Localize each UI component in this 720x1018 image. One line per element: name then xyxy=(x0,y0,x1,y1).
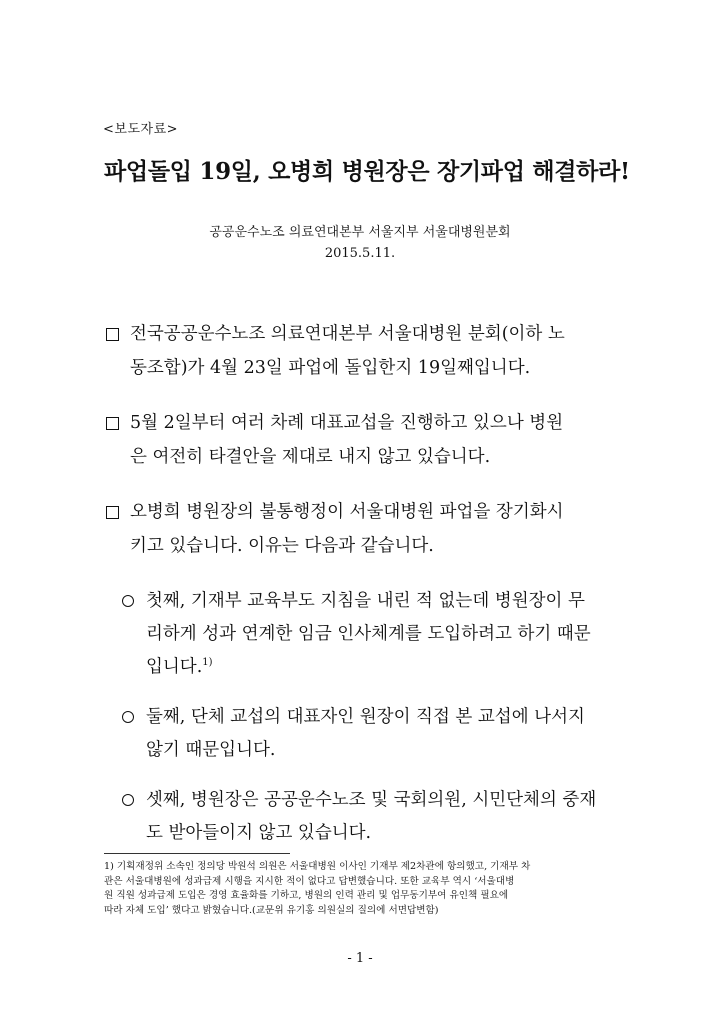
footnote-reference[interactable]: 1) xyxy=(202,657,213,669)
subitem-line: 셋째, 병원장은 공공운수노조 및 국회의원, 시민단체의 중재 xyxy=(146,790,597,810)
checkbox-square-icon xyxy=(106,417,119,430)
footnote xyxy=(104,860,624,918)
checkbox-square-icon xyxy=(106,328,119,341)
footnote-line: 따라 자체 도입’ 했다고 밝혔습니다.(교문위 유기홍 의원실의 질의에 서면답변함) xyxy=(104,904,439,916)
page-title: 파업돌입 19일, 오병희 병원장은 장기파업 해결하라! xyxy=(104,158,630,185)
item-line: 5월 2일부터 여러 차례 대표교섭을 진행하고 있으나 병원 xyxy=(130,413,564,433)
page-number: - 1 - xyxy=(347,951,373,966)
date-line: 2015.5.11. xyxy=(324,246,396,261)
circle-bullet-icon xyxy=(122,595,134,607)
item-line: 오병희 병원장의 불통행정이 서울대병원 파업을 장기화시 xyxy=(130,502,564,522)
subitem-line: 도 받아들이지 않고 있습니다. xyxy=(146,823,372,843)
footnote-line: 1) 기획재정위 소속인 정의당 박원석 의원은 서울대병원 이사인 기재부 제2차관에 항의했고, 기재부 차 xyxy=(104,861,531,872)
checkbox-square-icon xyxy=(106,506,119,519)
subitem-line: 둘째, 단체 교섭의 대표자인 원장이 직접 본 교섭에 나서지 xyxy=(146,707,585,727)
footnote-line: 관은 서울대병원에 성과급제 시행을 지시한 적이 없다고 답변했습니다. 또한 교육부 역시 ‘서울대병 xyxy=(104,875,515,887)
circle-bullet-icon xyxy=(122,711,134,723)
subitem-line: 리하게 성과 연계한 임금 인사체계를 도입하려고 하기 때문 xyxy=(146,624,591,644)
subitem-text: 입니다. xyxy=(146,657,203,677)
circle-bullet-icon xyxy=(122,794,134,806)
footnote-line: 원 직원 성과급제 도입은 경영 효율화를 기하고, 병원의 인력 관리 및 업무동기부여 유인책 필요에 xyxy=(104,890,509,902)
item-line: 은 여전히 타결안을 제대로 내지 않고 있습니다. xyxy=(130,447,491,467)
item-line: 동조합)가 4월 23일 파업에 돌입한지 19일째입니다. xyxy=(130,358,531,378)
footnote-divider xyxy=(104,853,290,854)
item-line: 키고 있습니다. 이유는 다음과 같습니다. xyxy=(130,536,434,556)
press-release-tag: <보도자료> xyxy=(103,122,179,137)
subitem-line: 첫째, 기재부 교육부도 지침을 내린 적 없는데 병원장이 무 xyxy=(146,591,585,611)
item-line: 전국공공운수노조 의료연대본부 서울대병원 분회(이하 노 xyxy=(130,324,565,344)
organization-line: 공공운수노조 의료연대본부 서울지부 서울대병원분회 xyxy=(209,225,511,240)
subitem-line-with-footnote xyxy=(146,653,213,678)
subitem-line: 않기 때문입니다. xyxy=(146,740,276,760)
